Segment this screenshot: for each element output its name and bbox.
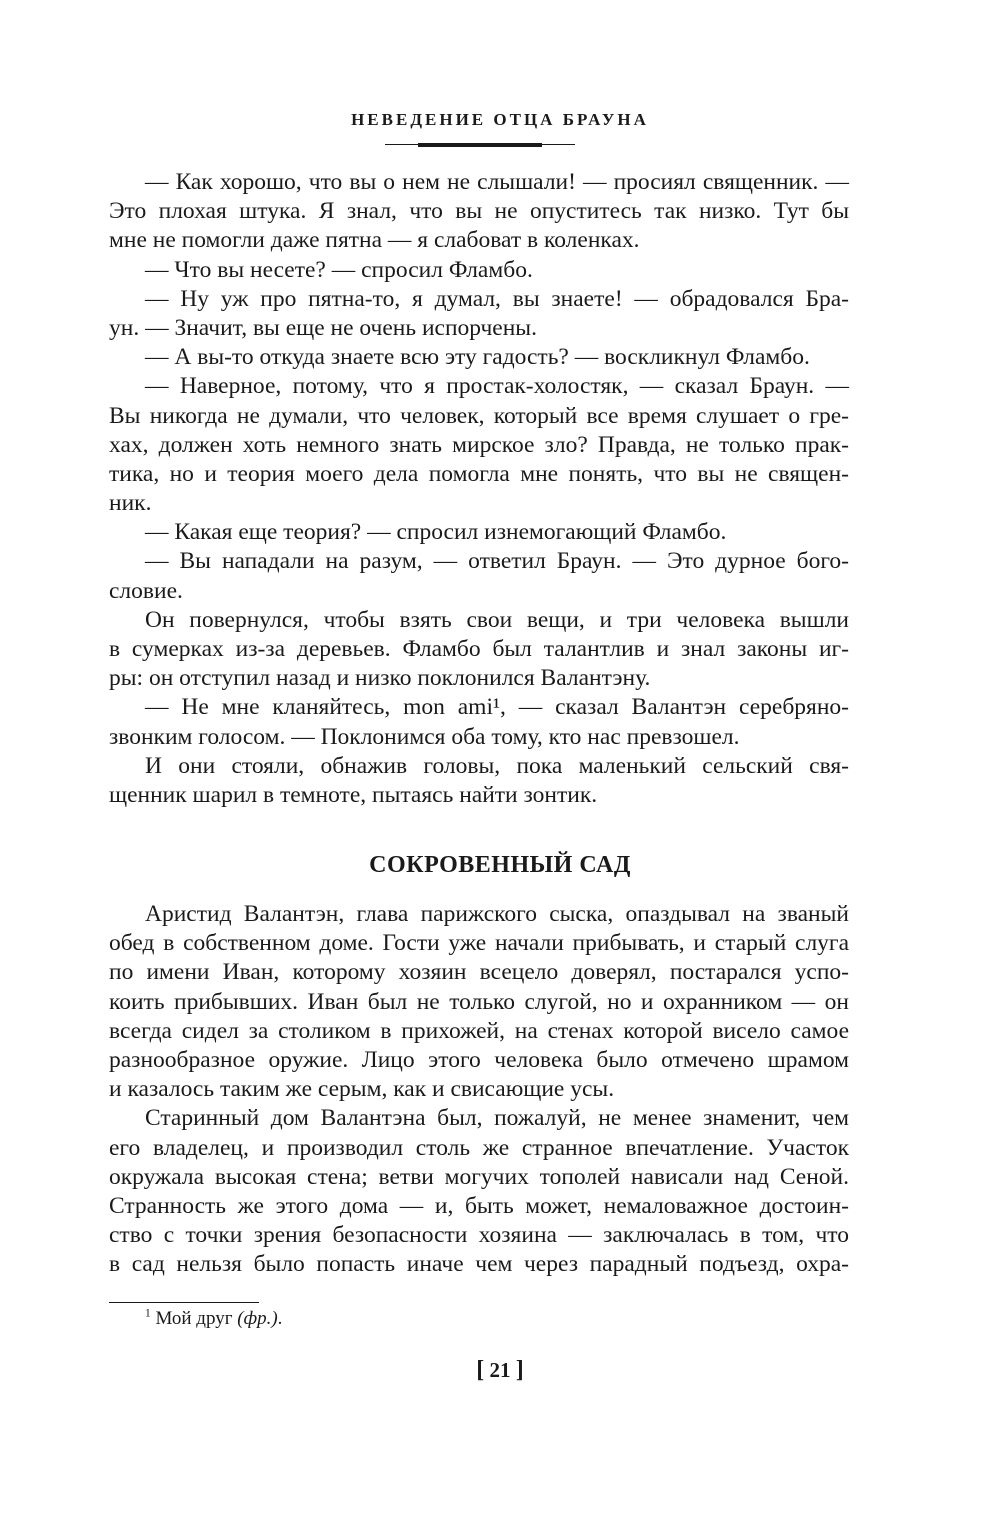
text-line: звонким голосом. — Поклонимся оба тому, кто нас превзошел. <box>109 723 740 750</box>
page-number-value: 21 <box>489 1358 511 1382</box>
page-number-close-bracket: ] <box>515 1357 524 1383</box>
running-head-rule-thick <box>418 143 542 147</box>
text-line: щенник шарил в темноте, пытаясь найти зонтик. <box>109 781 598 808</box>
text-line: обед в собственном доме. Гости уже начали прибывать, и старый слуга <box>109 930 849 957</box>
text-line: — Наверное, потому, что я простак-холостяк, — сказал Браун. — <box>145 373 849 400</box>
footnote-gloss: (фр.) <box>237 1308 278 1329</box>
text-line: мне не помогли даже пятна — я слабоват в коленках. <box>109 227 640 254</box>
text-line: Аристид Валантэн, глава парижского сыска, опаздывал на званый <box>145 901 849 927</box>
text-line: ник. <box>109 490 152 517</box>
text-line: ры: он отступил назад и низко поклонился Валантэну. <box>109 665 651 692</box>
text-line: — Вы нападали на разум, — ответил Браун. — Это дурное бого- <box>145 548 849 575</box>
running-head: НЕВЕДЕНИЕ ОТЦА БРАУНА <box>351 110 649 129</box>
text-line: и казалось таким же серым, как и свисающие усы. <box>109 1076 615 1103</box>
section-1-text <box>109 168 849 810</box>
text-line: И они стояли, обнажив головы, пока маленький сельский свя- <box>145 752 849 779</box>
section-2-text <box>109 900 849 1279</box>
footnote-text: Мой друг <box>155 1308 233 1329</box>
page-number-open-bracket: [ <box>476 1357 485 1383</box>
text-line: Странность же этого дома — и, быть может, немаловажное достоин- <box>109 1192 849 1219</box>
footnote-end: . <box>277 1308 283 1329</box>
chapter-title: СОКРОВЕННЫЙ САД <box>369 852 631 878</box>
text-line: — Как хорошо, что вы о нем не слышали! — просиял священник. — <box>145 169 849 195</box>
text-line: по имени Иван, которому хозяин всецело доверял, постарался успо- <box>109 959 849 986</box>
footnote-marker: 1 <box>145 1307 151 1320</box>
text-line: Это плохая штука. Я знал, что вы не опуститесь так низко. Тут бы <box>109 198 849 225</box>
text-line: коить прибывших. Иван был не только слугой, но и охранником — он <box>109 988 849 1015</box>
footnote-rule <box>109 1302 259 1303</box>
text-line: — Какая еще теория? — спросил изнемогающий Фламбо. <box>145 519 727 546</box>
text-line: тика, но и теория моего дела помогла мне понять, что вы не священ- <box>109 460 849 487</box>
text-line: — Ну уж про пятна-то, я думал, вы знаете! — обрадовался Бра- <box>145 285 849 312</box>
page-number <box>0 1357 1000 1384</box>
text-line: словие. <box>109 577 183 604</box>
text-line: — Не мне кланяйтесь, mon ami¹, — сказал Валантэн серебряно- <box>145 694 849 721</box>
text-line: Старинный дом Валантэна был, пожалуй, не менее знаменит, чем <box>145 1105 849 1132</box>
text-line: — А вы-то откуда знаете всю эту гадость? — воскликнул Фламбо. <box>145 344 810 371</box>
text-line: ун. — Значит, вы еще не очень испорчены. <box>109 314 537 341</box>
text-line: разнообразное оружие. Лицо этого человека было отмечено шрамом <box>109 1046 849 1073</box>
text-line: Он повернулся, чтобы взять свои вещи, и три человека вышли <box>145 606 849 633</box>
text-line: — Что вы несете? — спросил Фламбо. <box>145 256 533 283</box>
text-line: ство с точки зрения безопасности хозяина — заключалась в том, что <box>109 1222 849 1249</box>
text-line: его владелец, и производил столь же странное впечатление. Участок <box>109 1134 849 1161</box>
text-line: окружала высокая стена; ветви могучих тополей нависали над Сеной. <box>109 1163 849 1190</box>
text-line: всегда сидел за столиком в прихожей, на стенах которой висело самое <box>109 1017 849 1044</box>
text-line: Вы никогда не думали, что человек, который все время слушает о гре- <box>109 402 849 429</box>
text-line: хах, должен хоть немного знать мирское зло? Правда, не только прак- <box>109 431 849 458</box>
text-line: в сумерках из-за деревьев. Фламбо был талантлив и знал законы иг- <box>109 636 849 662</box>
text-line: в сад нельзя было попасть иначе чем через парадный подъезд, охра- <box>109 1251 849 1278</box>
footnote <box>145 1308 282 1330</box>
